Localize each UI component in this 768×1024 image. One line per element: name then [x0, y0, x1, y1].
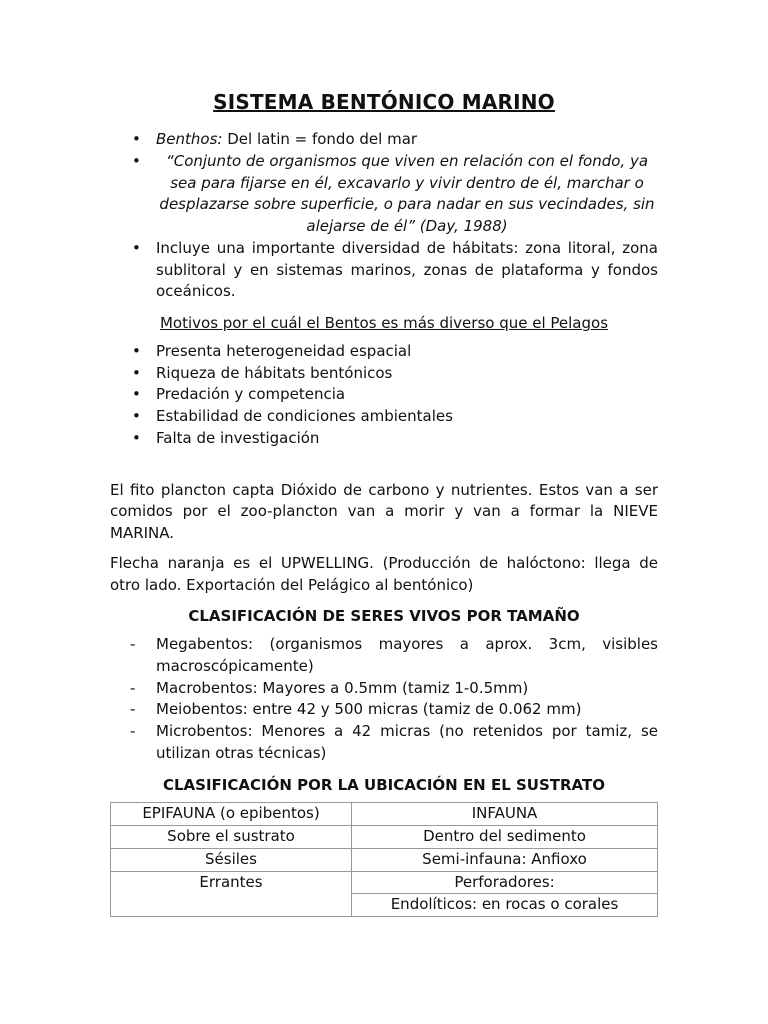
list-item: - Megabentos: (organismos mayores a aprox. 3cm, visibles macroscópicamente)	[110, 634, 658, 678]
document-title: SISTEMA BENTÓNICO MARINO	[213, 90, 555, 114]
list-item: • Falta de investigación	[110, 428, 658, 450]
document-page	[110, 88, 658, 917]
paragraph-upwelling: Flecha naranja es el UPWELLING. (Producción de halóctono: llega de otro lado. Exportación del Pelágico al bentónico)	[110, 553, 658, 594]
paragraph-fitoplancton: El fito plancton capta Dióxido de carbono y nutrientes. Estos van a ser comidos por el zoo-plancton van a morir y van a formar la NIEVE MARINA.	[110, 480, 658, 542]
list-item: • Predación y competencia	[110, 384, 658, 406]
motivos-list	[110, 341, 658, 450]
list-item: • Riqueza de hábitats bentónicos	[110, 363, 658, 385]
benthos-quote: • “Conjunto de organismos que viven en relación con el fondo, ya sea para fijarse en él, excavarlo y vivir dentro de él, marchar o desplazarse sobre superficie, o para nadar en sus vecindades, sin alejarse de él” (Day, 1988)	[159, 151, 655, 235]
table-row	[111, 848, 658, 871]
substrate-table	[110, 802, 658, 917]
table-row	[111, 871, 658, 894]
list-item	[110, 238, 658, 303]
table-cell: Perforadores:	[352, 871, 658, 894]
table-header-row	[111, 803, 658, 826]
list-item: • Presenta heterogeneidad espacial	[110, 341, 658, 363]
list-item: - Macrobentos: Mayores a 0.5mm (tamiz 1-0.5mm)	[110, 678, 658, 700]
benthos-term: Benthos:	[156, 130, 223, 148]
size-classification-list	[110, 634, 658, 765]
table-cell: Dentro del sedimento	[352, 826, 658, 849]
table-row	[111, 826, 658, 849]
substrate-classification-heading: CLASIFICACIÓN POR LA UBICACIÓN EN EL SUSTRATO	[162, 775, 605, 794]
intro-bullet-list	[110, 129, 658, 303]
table-cell: Sésiles	[111, 848, 352, 871]
size-classification-heading: CLASIFICACIÓN DE SERES VIVOS POR TAMAÑO	[188, 607, 580, 626]
list-item: - Meiobentos: entre 42 y 500 micras (tamiz de 0.062 mm)	[110, 699, 658, 721]
table-cell: Sobre el sustrato	[111, 826, 352, 849]
table-cell: Endolíticos: en rocas o corales	[352, 894, 658, 917]
table-cell: Errantes	[111, 871, 352, 917]
habitat-diversity-text: • Incluye una importante diversidad de hábitats: zona litoral, zona sublitoral y en sistemas marinos, zonas de plataforma y fondos oceánicos.	[156, 238, 658, 301]
list-item: • Estabilidad de condiciones ambientales	[110, 406, 658, 428]
list-item: - Microbentos: Menores a 42 micras (no retenidos por tamiz, se utilizan otras técnicas)	[110, 721, 658, 765]
list-item	[110, 151, 658, 238]
spacer	[110, 450, 658, 480]
column-header-infauna: INFAUNA	[352, 803, 658, 826]
list-item	[110, 129, 658, 151]
benthos-definition: Del latin = fondo del mar	[222, 130, 418, 148]
table-cell: Semi-infauna: Anfioxo	[352, 848, 658, 871]
column-header-epifauna: EPIFAUNA (o epibentos)	[111, 803, 352, 826]
motivos-heading: Motivos por el cuál el Bentos es más diverso que el Pelagos	[159, 314, 609, 332]
